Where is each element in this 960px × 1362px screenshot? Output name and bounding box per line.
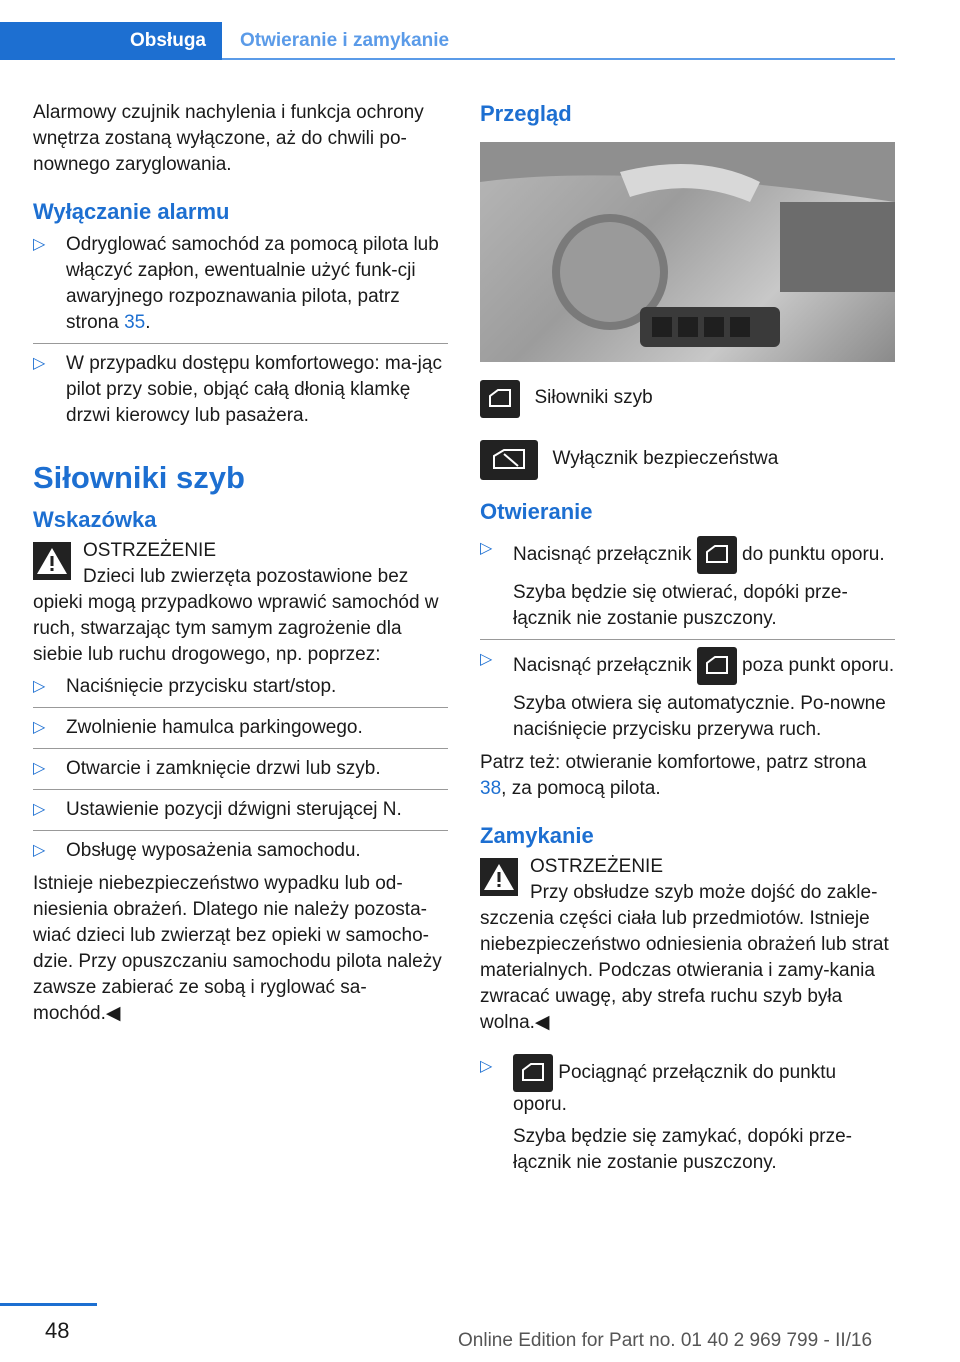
close-list <box>480 1054 895 1183</box>
window-switch-icon <box>697 536 737 574</box>
legend-label-2: Wyłącznik bezpieczeństwa <box>552 448 779 470</box>
right-column <box>480 100 895 1190</box>
page-link[interactable]: 38 <box>480 778 502 799</box>
list-item: ▷ Nacisnąć przełącznik do punktu oporu. Szyba będzie się otwierać, dopóki prze-łącznik nie zostanie puszczony. <box>480 536 895 640</box>
list-item-sub: Szyba będzie się otwierać, dopóki prze-łącznik nie zostanie puszczony. <box>513 582 848 629</box>
note-heading: Wskazówka <box>33 507 157 532</box>
legend-label-1: Siłowniki szyb <box>534 387 653 409</box>
window-switch-icon <box>480 380 520 418</box>
footer-rule <box>0 1303 97 1306</box>
see-also: Patrz też: otwieranie komfortowe, patrz strona 38, za pomocą pilota. <box>480 752 867 799</box>
overview-heading: Przegląd <box>480 101 572 126</box>
list-item-sub: Szyba będzie się zamykać, dopóki prze-łącznik nie zostanie puszczony. <box>513 1126 852 1173</box>
section-title: Siłowniki szyb <box>33 460 245 495</box>
list-item: ▷ Pociągnąć przełącznik do punktu oporu. Szyba będzie się zamykać, dopóki prze-łącznik nie zostanie puszczony. <box>480 1054 895 1183</box>
page-header <box>0 0 895 64</box>
warning-text: Dzieci lub zwierzęta pozostawione bez opieki mogą przypadkowo wprawić samochód w ruch, stwarzając tym samym zagrożenie dla siebie lub ruchu drogowego, np. poprzez: <box>33 566 439 665</box>
tab-obsluga[interactable]: Obsługa <box>0 22 222 60</box>
left-column <box>33 100 448 1027</box>
bullet-triangle-icon: ▷ <box>33 842 46 859</box>
bullet-triangle-icon: ▷ <box>33 678 46 695</box>
door-panel-photo <box>480 142 895 362</box>
open-list <box>480 536 895 750</box>
door-panel-illustration <box>480 142 895 362</box>
warning-label: OSTRZEŻENIE <box>530 856 664 877</box>
list-item: ▷ Obsługę wyposażenia samochodu. <box>33 838 448 871</box>
edition-text: Online Edition for Part no. 01 40 2 969 799 - II/16 <box>458 1330 873 1351</box>
header-rule <box>222 58 895 60</box>
warning-label: OSTRZEŻENIE <box>83 540 217 561</box>
warning-list <box>33 674 448 871</box>
alarm-list <box>33 232 448 436</box>
bullet-triangle-icon: ▷ <box>33 801 46 818</box>
bullet-triangle-icon: ▷ <box>480 540 493 557</box>
list-item: ▷ Ustawienie pozycji dźwigni sterującej N. <box>33 797 448 831</box>
close-warning-block <box>480 854 895 880</box>
bullet-triangle-icon: ▷ <box>33 760 46 777</box>
bullet-triangle-icon: ▷ <box>33 236 46 253</box>
close-heading: Zamykanie <box>480 823 594 848</box>
list-item: ▷ Naciśnięcie przycisku start/stop. <box>33 674 448 708</box>
bullet-triangle-icon: ▷ <box>480 1058 493 1075</box>
list-item-sub: Szyba otwiera się automatycznie. Po-nowne naciśnięcie przycisku przerywa ruch. <box>513 693 886 740</box>
alarm-heading: Wyłączanie alarmu <box>33 199 230 224</box>
page-link[interactable]: 35 <box>124 312 146 333</box>
open-heading: Otwieranie <box>480 499 593 524</box>
warning-end: Istnieje niebezpieczeństwo wypadku lub od-niesienia obrażeń. Dlatego nie należy pozosta-wiać dzieci lub zwierząt bez opieki w samocho-dzie. Przy opuszczaniu samochodu pilota należy zawsze zabierać ze sobą i ryglować sa-mochód.◀ <box>33 873 442 1024</box>
close-warning-text: Przy obsłudze szyb może dojść do zakle-szczenia części ciała lub przedmiotów. Istnieje niebezpieczeństwo odniesienia obrażeń lub strat materialnych. Podczas otwierania i zamy-kania zwracać uwagę, aby strefa ruchu szyb była wolna.◀ <box>480 882 889 1033</box>
tab-otwieranie[interactable]: Otwieranie i zamykanie <box>240 30 450 51</box>
bullet-triangle-icon: ▷ <box>33 719 46 736</box>
window-switch-icon <box>513 1054 553 1092</box>
warning-icon <box>33 542 71 580</box>
bullet-triangle-icon: ▷ <box>480 651 493 668</box>
bullet-triangle-icon: ▷ <box>33 355 46 372</box>
legend-row-2 <box>480 440 895 482</box>
page-number: 48 <box>45 1318 70 1343</box>
safety-switch-icon <box>480 440 538 480</box>
list-item: ▷ Odryglować samochód za pomocą pilota lub włączyć zapłon, ewentualnie użyć funk-cji awaryjnego rozpoznawania pilota, patrz strona 35. <box>33 232 448 344</box>
window-switch-icon <box>697 647 737 685</box>
list-item: ▷ Nacisnąć przełącznik poza punkt oporu. Szyba otwiera się automatycznie. Po-nowne naciśnięcie przycisku przerywa ruch. <box>480 647 895 750</box>
list-item: ▷ Zwolnienie hamulca parkingowego. <box>33 715 448 749</box>
legend-row-1 <box>480 380 895 420</box>
intro-paragraph: Alarmowy czujnik nachylenia i funkcja ochrony wnętrza zostaną wyłączone, aż do chwili po-nownego zaryglowania. <box>33 102 424 175</box>
warning-icon <box>480 858 518 896</box>
list-item: ▷ W przypadku dostępu komfortowego: ma-jąc pilot przy sobie, objąć całą dłonią klamkę drzwi kierowcy lub pasażera. <box>33 353 442 426</box>
list-item: ▷ Otwarcie i zamknięcie drzwi lub szyb. <box>33 756 448 790</box>
warning-block <box>33 538 448 564</box>
